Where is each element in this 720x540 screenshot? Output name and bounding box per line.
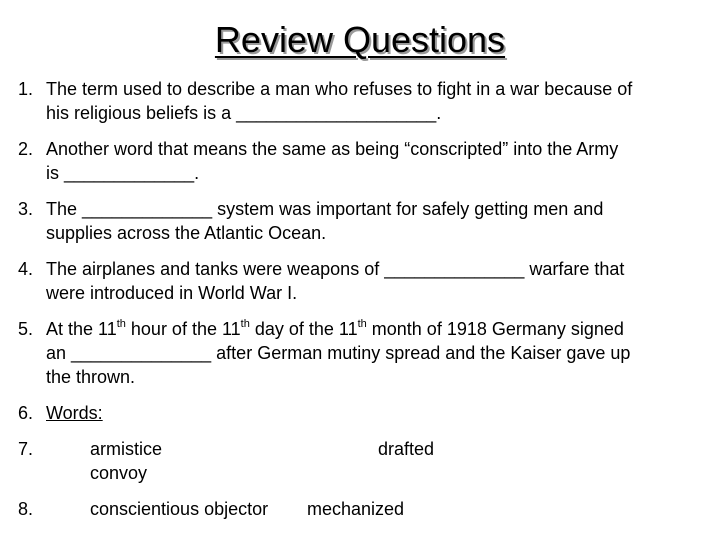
question-2	[18, 137, 708, 185]
question-line: Another word that means the same as being “conscripted” into the Army	[46, 139, 619, 159]
q5-text-d: month of 1918 Germany signed	[366, 319, 624, 339]
question-5	[18, 317, 708, 389]
q5-text-c: day of the 11	[249, 319, 358, 339]
question-line: The term used to describe a man who refuses to fight in a war because of	[46, 79, 633, 99]
question-number: 6.	[18, 403, 34, 423]
question-line: is _____________.	[46, 163, 200, 183]
ordinal-suffix: th	[357, 318, 367, 330]
question-line: The _____________ system was important for safely getting men and	[46, 199, 604, 219]
word-convoy: convoy	[90, 463, 148, 483]
question-line: the thrown.	[46, 367, 136, 387]
question-3	[18, 197, 708, 245]
question-line: The airplanes and tanks were weapons of ______________ warfare that	[46, 259, 625, 279]
question-number: 2.	[18, 139, 34, 159]
question-line: an ______________ after German mutiny spread and the Kaiser gave up	[46, 343, 631, 363]
word-drafted: drafted	[378, 439, 435, 459]
q5-text-b: hour of the 11	[125, 319, 241, 339]
question-number: 3.	[18, 199, 34, 219]
word-mechanized: mechanized	[307, 499, 405, 519]
question-number: 5.	[18, 319, 34, 339]
question-line: his religious beliefs is a ____________________.	[46, 103, 442, 123]
words-heading	[18, 401, 708, 425]
question-4	[18, 257, 708, 305]
word-armistice: armistice	[90, 439, 163, 459]
question-line: supplies across the Atlantic Ocean.	[46, 223, 327, 243]
words-label: Words:	[46, 403, 103, 423]
question-number: 4.	[18, 259, 34, 279]
question-1	[18, 77, 708, 125]
question-line	[46, 317, 708, 341]
ordinal-suffix: th	[116, 318, 126, 330]
ordinal-suffix: th	[240, 318, 250, 330]
item-number-7: 7.	[18, 439, 34, 459]
page-title: Review Questions	[214, 19, 506, 60]
item-number-8: 8.	[18, 499, 34, 519]
word-conscientious-objector: conscientious objector	[90, 499, 269, 519]
q5-text-a: At the 11	[46, 319, 117, 339]
question-number: 1.	[18, 79, 34, 99]
question-line: were introduced in World War I.	[46, 283, 298, 303]
